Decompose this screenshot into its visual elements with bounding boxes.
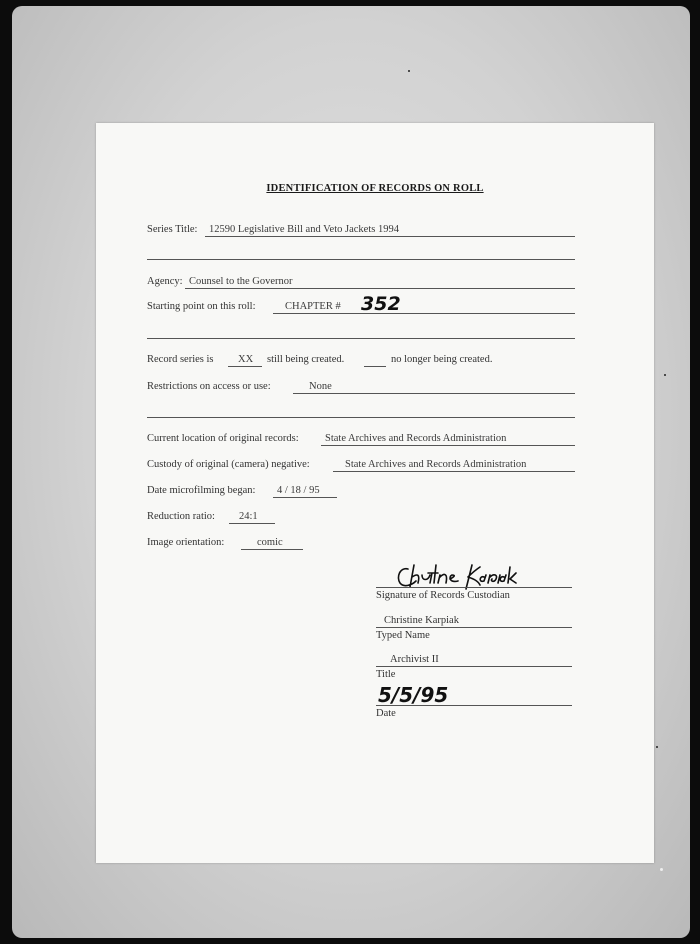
custody-row xyxy=(147,456,575,472)
typed-name-field xyxy=(376,613,572,628)
film-speck xyxy=(664,374,666,376)
typed-name-block xyxy=(376,613,572,641)
date-began-value: 4 / 18 / 95 xyxy=(277,485,320,496)
custody-label: Custody of original (camera) negative: xyxy=(147,459,310,470)
reduction-row xyxy=(147,508,575,524)
microfilm-frame xyxy=(12,6,690,938)
starting-point-row xyxy=(147,293,575,315)
series-title-row xyxy=(147,221,575,237)
still-created-text: still being created. xyxy=(267,354,345,365)
reduction-label: Reduction ratio: xyxy=(147,511,215,522)
series-title-field xyxy=(205,222,575,237)
signature-caption: Signature of Records Custodian xyxy=(376,590,510,601)
series-title-value: 12590 Legislative Bill and Veto Jackets 1994 xyxy=(209,224,399,235)
starting-point-value: CHAPTER # xyxy=(285,301,341,312)
date-began-label: Date microfilming began: xyxy=(147,485,256,496)
restrictions-label: Restrictions on access or use: xyxy=(147,381,271,392)
custody-field xyxy=(333,457,575,472)
no-longer-field xyxy=(364,352,386,367)
location-field xyxy=(321,431,575,446)
agency-row xyxy=(147,273,575,289)
blank-line xyxy=(147,417,575,418)
no-longer-text: no longer being created. xyxy=(391,354,493,365)
title-field xyxy=(376,652,572,667)
film-speck xyxy=(656,746,658,748)
reduction-value: 24:1 xyxy=(239,511,258,522)
record-series-row xyxy=(147,351,575,367)
form-heading: IDENTIFICATION OF RECORDS ON ROLL xyxy=(266,183,484,194)
agency-label: Agency: xyxy=(147,276,183,287)
orientation-label: Image orientation: xyxy=(147,537,225,548)
record-series-field xyxy=(228,352,262,367)
signature-block xyxy=(376,573,572,601)
reduction-field xyxy=(229,509,275,524)
starting-point-handwritten: 352 xyxy=(361,293,401,315)
starting-point-field xyxy=(273,299,575,314)
restrictions-row xyxy=(147,378,575,394)
date-block xyxy=(376,683,572,719)
location-value: State Archives and Records Administration xyxy=(325,433,507,444)
location-row xyxy=(147,430,575,446)
record-series-value: XX xyxy=(238,354,254,365)
records-form-sheet xyxy=(96,123,654,863)
title-caption: Title xyxy=(376,669,396,680)
orientation-row xyxy=(147,534,575,550)
date-caption: Date xyxy=(376,708,396,719)
signature-line xyxy=(376,573,572,588)
record-series-label: Record series is xyxy=(147,354,214,365)
starting-point-label: Starting point on this roll: xyxy=(147,301,256,312)
title-block xyxy=(376,652,572,680)
custody-value: State Archives and Records Administration xyxy=(345,459,527,470)
orientation-value: comic xyxy=(257,537,283,548)
blank-line xyxy=(147,259,575,260)
orientation-field xyxy=(241,535,303,550)
typed-name-caption: Typed Name xyxy=(376,630,430,641)
film-speck xyxy=(660,868,663,871)
date-began-row xyxy=(147,482,575,498)
title-value: Archivist II xyxy=(390,654,439,665)
film-speck xyxy=(408,70,410,72)
date-began-field xyxy=(273,483,337,498)
location-label: Current location of original records: xyxy=(147,433,299,444)
date-handwritten: 5/5/95 xyxy=(378,683,449,707)
blank-line xyxy=(147,338,575,339)
agency-value: Counsel to the Governor xyxy=(189,276,293,287)
series-title-label: Series Title: xyxy=(147,224,198,235)
typed-name-value: Christine Karpiak xyxy=(384,615,459,626)
restrictions-field xyxy=(293,379,575,394)
restrictions-value: None xyxy=(309,381,332,392)
agency-field xyxy=(185,274,575,289)
